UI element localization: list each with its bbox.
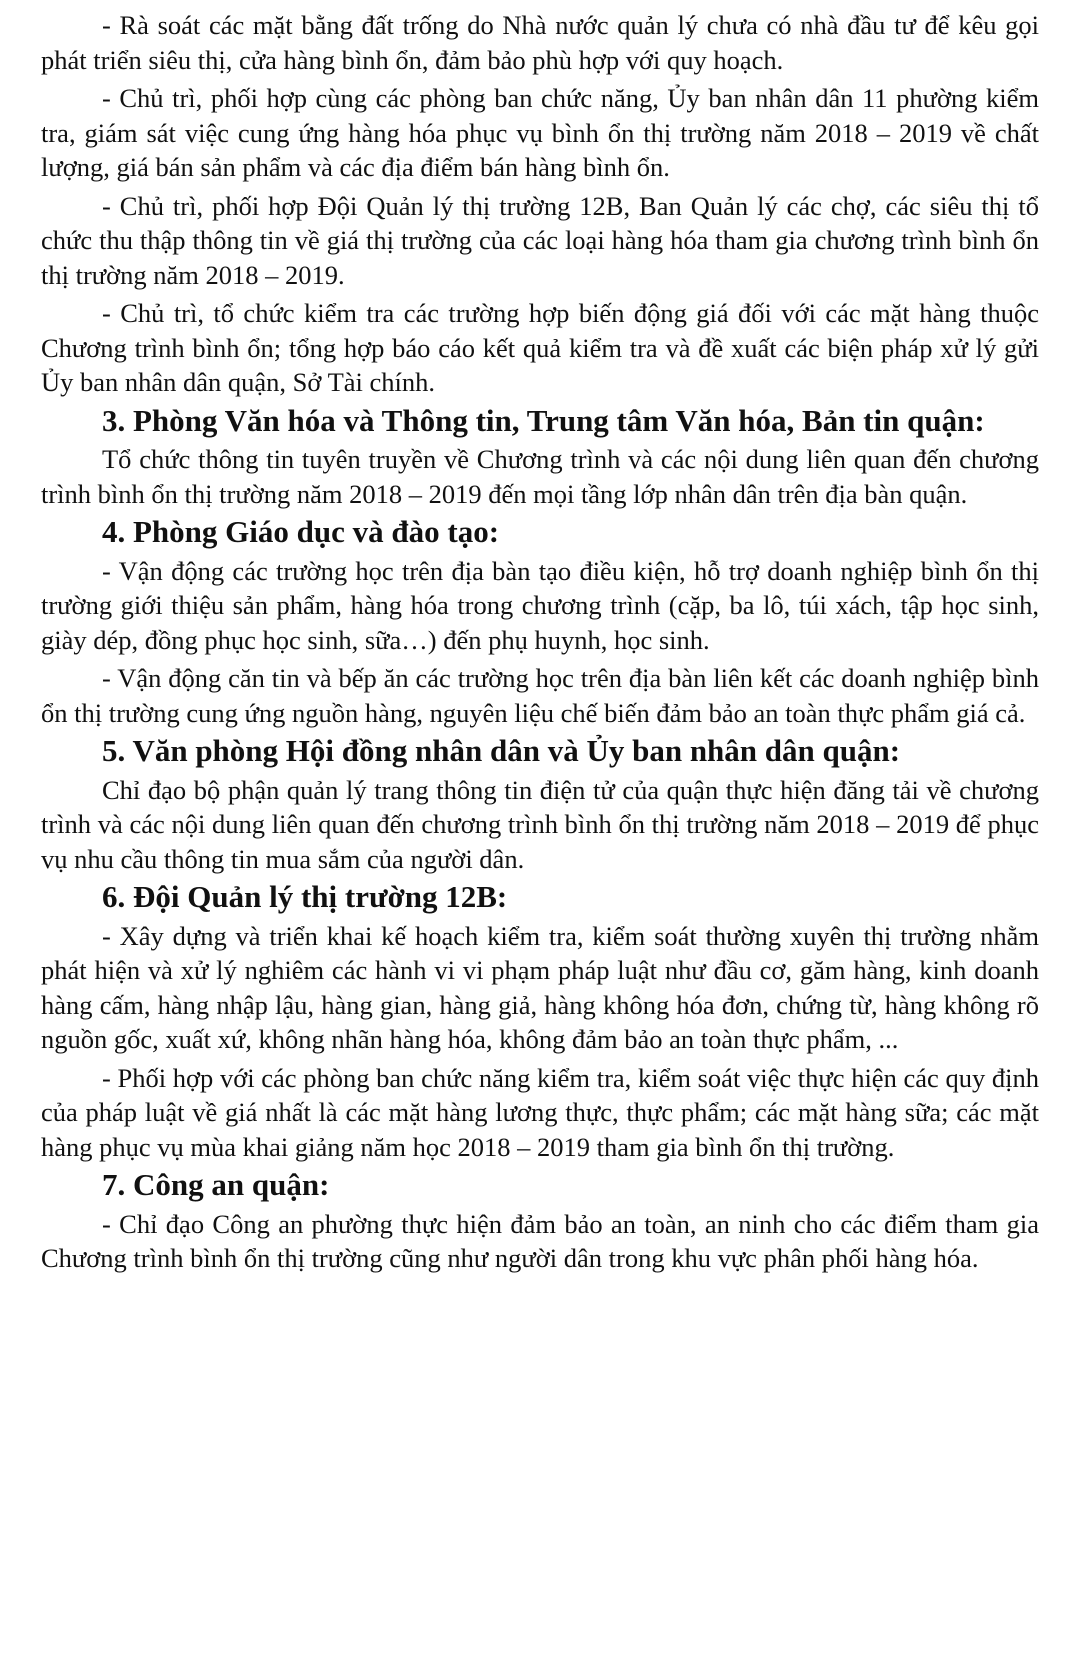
paragraph-schools-support: - Vận động các trường học trên địa bàn tạo điều kiện, hỗ trợ doanh nghiệp bình ổn thị trường giới thiệu sản phẩm, hàng hóa trong chương trình (cặp, ba lô, túi xách, tập học sinh, giày dép, đồng phục học sinh, sữa…) đến phụ huynh, học sinh.	[41, 555, 1039, 655]
paragraph-propaganda: Tổ chức thông tin tuyên truyền về Chương trình và các nội dung liên quan đến chương trình bình ổn thị trường năm 2018 – 2019 đến mọi tầng lớp nhân dân trên địa bàn quận.	[41, 444, 1039, 509]
paragraph-price-regulation: - Phối hợp với các phòng ban chức năng kiểm tra, kiểm soát việc thực hiện các quy định của pháp luật về giá nhất là các mặt hàng lương thực, thực phẩm; các mặt hàng sữa; các mặt hàng phục vụ mùa khai giảng năm học 2018 – 2019 tham gia bình ổn thị trường.	[41, 1062, 1039, 1162]
paragraph-collect-prices: - Chủ trì, phối hợp Đội Quản lý thị trường 12B, Ban Quản lý các chợ, các siêu thị tổ chức thu thập thông tin về giá thị trường của các loại hàng hóa tham gia chương trình bình ổn thị trường năm 2018 – 2019.	[41, 190, 1039, 290]
paragraph-security: - Chỉ đạo Công an phường thực hiện đảm bảo an toàn, an ninh cho các điểm tham gia Chương trình bình ổn thị trường cũng như người dân trong khu vực phân phối hàng hóa.	[41, 1208, 1039, 1273]
paragraph-market-inspection: - Xây dựng và triển khai kế hoạch kiểm tra, kiểm soát thường xuyên thị trường nhằm phát hiện và xử lý nghiêm các hành vi vi phạm pháp luật như đầu cơ, găm hàng, kinh doanh hàng cấm, hàng nhập lậu, hàng gian, hàng giả, hàng không hóa đơn, chứng từ, hàng không rõ nguồn gốc, xuất xứ, không nhãn hàng hóa, không đảm bảo an toàn thực phẩm, ...	[41, 920, 1039, 1054]
document-page	[41, 8, 1039, 1280]
section-heading-police: 7. Công an quận:	[102, 1167, 330, 1202]
section-heading-culture-information: 3. Phòng Văn hóa và Thông tin, Trung tâm Văn hóa, Bản tin quận:	[102, 402, 985, 438]
paragraph-inspect-price-changes: - Chủ trì, tổ chức kiểm tra các trường hợp biến động giá đối với các mặt hàng thuộc Chương trình bình ổn; tổng hợp báo cáo kết quả kiểm tra và đề xuất các biện pháp xử lý gửi Ủy ban nhân dân quận, Sở Tài chính.	[41, 298, 1039, 397]
section-heading-market-management: 6. Đội Quản lý thị trường 12B:	[102, 879, 508, 914]
section-heading-education: 4. Phòng Giáo dục và đào tạo:	[102, 514, 500, 549]
section-heading-office: 5. Văn phòng Hội đồng nhân dân và Ủy ban nhân dân quận:	[102, 733, 901, 768]
paragraph-website: Chỉ đạo bộ phận quản lý trang thông tin điện tử của quận thực hiện đăng tải về chương trình và các nội dung liên quan đến chương trình bình ổn thị trường năm 2018 – 2019 để phục vụ nhu cầu thông tin mua sắm của người dân.	[41, 774, 1039, 874]
paragraph-land-review: - Rà soát các mặt bằng đất trống do Nhà nước quản lý chưa có nhà đầu tư để kêu gọi phát triển siêu thị, cửa hàng bình ổn, đảm bảo phù hợp với quy hoạch.	[41, 10, 1039, 75]
paragraph-canteens: - Vận động căn tin và bếp ăn các trường học trên địa bàn liên kết các doanh nghiệp bình ổn thị trường cung ứng nguồn hàng, nguyên liệu chế biến đảm bảo an toàn thực phẩm giá cả.	[41, 663, 1039, 728]
paragraph-supervise-supply: - Chủ trì, phối hợp cùng các phòng ban chức năng, Ủy ban nhân dân 11 phường kiểm tra, giám sát việc cung ứng hàng hóa phục vụ bình ổn thị trường năm 2018 – 2019 về chất lượng, giá bán sản phẩm và các địa điểm bán hàng bình ổn.	[41, 83, 1039, 182]
